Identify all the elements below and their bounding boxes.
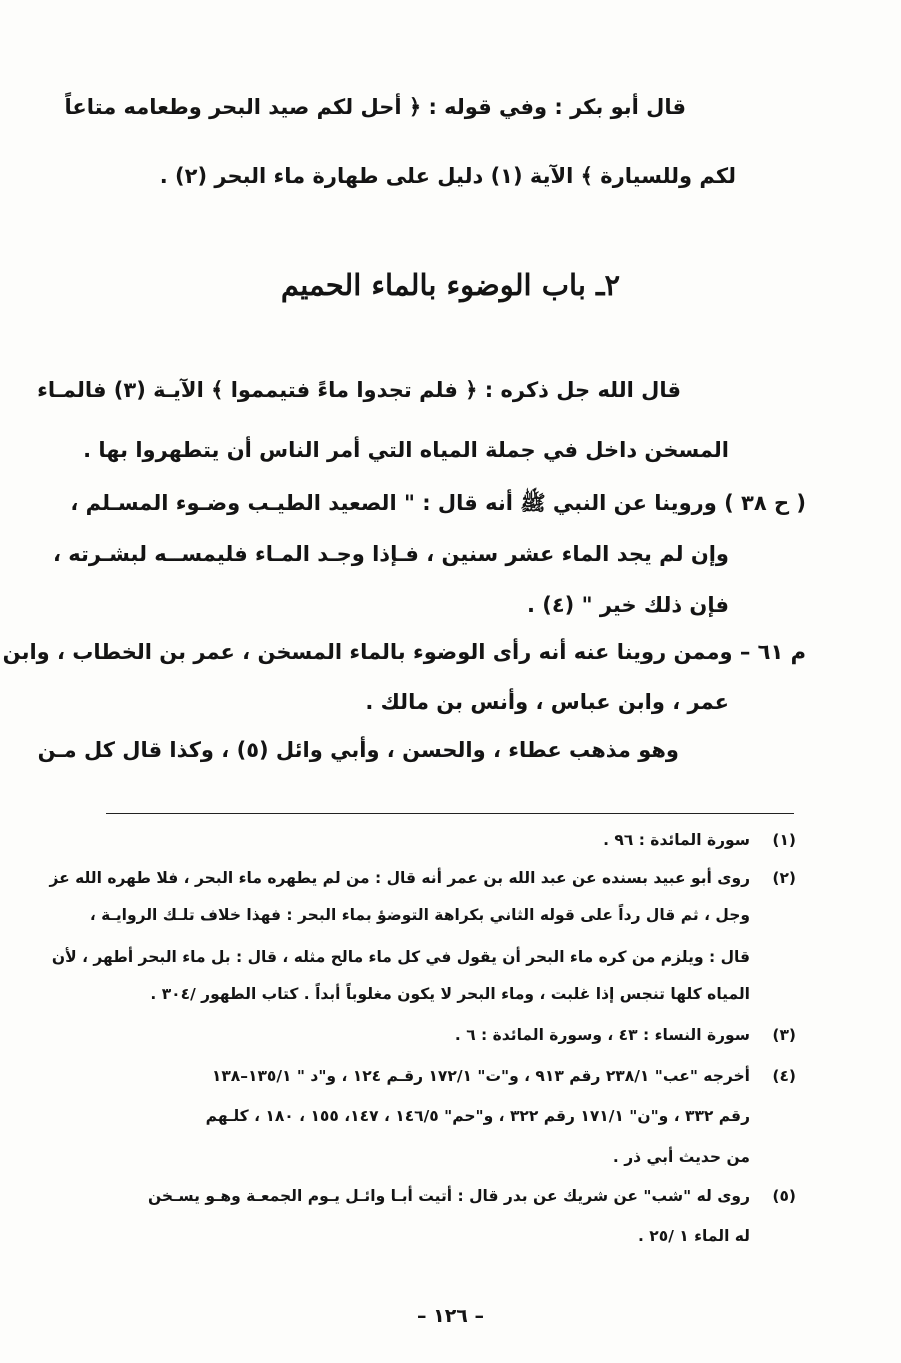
body-hadith-line-3: فإن ذلك خير " (٤) . bbox=[526, 593, 729, 617]
body-p1-line-2: المسخن داخل في جملة المياه التي أمر الناس أن يتطهروا بها . bbox=[83, 438, 729, 462]
footnote-number: (٢) bbox=[772, 869, 796, 887]
footnote-1 bbox=[0, 831, 796, 849]
footnote-text: سورة النساء : ٤٣ ، وسورة المائدة : ٦ . bbox=[454, 1026, 750, 1044]
body-p4-line-1: وهو مذهب عطاء ، والحسن ، وأبي وائل (٥) ، وكذا قال كل مـن bbox=[37, 738, 679, 762]
footnote-2-line-4: المياه كلها تنجس إذا غلبت ، وماء البحر لا يكون مغلوباً أبداً . كتاب الطهور /٣٠٤ . bbox=[150, 985, 750, 1003]
footnote-number: (٣) bbox=[772, 1026, 796, 1044]
footnote-separator bbox=[106, 813, 794, 814]
section-title: ٢ـ باب الوضوء بالماء الحميم bbox=[280, 268, 621, 302]
footnote-number: (٤) bbox=[772, 1067, 796, 1085]
footnote-2-line-3: قال : ويلزم من كره ماء البحر أن يقول في كل ماء مالح مثله ، قال : بل ماء البحر أطهر ، لأن bbox=[51, 948, 750, 966]
footnote-4 bbox=[0, 1067, 796, 1085]
footnote-text: روى أبو عبيد بسنده عن عبد الله بن عمر أنه قال : من لم يطهره ماء البحر ، فلا طهره الله عز bbox=[49, 869, 750, 887]
body-p3-line-1: م ٦١ – وممن روينا عنه أنه رأى الوضوء بالماء المسخن ، عمر بن الخطاب ، وابن bbox=[2, 640, 806, 664]
footnote-4-line-2: رقم ٣٣٢ ، و"ن" ١٧١/١ رقم ٣٢٢ ، و"حم" ١٤٦/٥ ، ١٤٧، ١٥٥ ، ١٨٠ ، كلـهم bbox=[205, 1107, 750, 1125]
footnote-5-line-2: له الماء ١ /٢٥ . bbox=[637, 1227, 750, 1245]
intro-line-1: قال أبو بكر : وفي قوله : ﴿ أحل لكم صيد البحر وطعامه متاعاً bbox=[64, 95, 686, 119]
page-number: – ١٢٦ – bbox=[416, 1305, 485, 1327]
body-hadith-line-2: وإن لم يجد الماء عشر سنين ، فـإذا وجـد المـاء فليمســه لبشـرته ، bbox=[53, 542, 729, 566]
body-p3-line-2: عمر ، وابن عباس ، وأنس بن مالك . bbox=[365, 690, 729, 714]
footnote-number: (١) bbox=[772, 831, 796, 849]
footnote-text: أخرجه "عب" ٢٣٨/١ رقم ٩١٣ ، و"ت" ١٧٢/١ رقـم ١٢٤ ، و"د " ١٣٥/١–١٣٨ bbox=[211, 1067, 750, 1085]
intro-line-2: لكم وللسيارة ﴾ الآية (١) دليل على طهارة ماء البحر (٢) . bbox=[159, 164, 736, 188]
footnote-5 bbox=[0, 1187, 796, 1205]
footnote-text: سورة المائدة : ٩٦ . bbox=[603, 831, 750, 849]
footnote-number: (٥) bbox=[772, 1187, 796, 1205]
footnote-text: روى له "شب" عن شريك عن بدر قال : أتيت أبـا وائـل يـوم الجمعـة وهـو يسـخن bbox=[147, 1187, 750, 1205]
footnote-4-line-3: من حديث أبي ذر . bbox=[612, 1148, 750, 1166]
footnote-2 bbox=[0, 869, 796, 887]
body-p1-line-1: قال الله جل ذكره : ﴿ فلم تجدوا ماءً فتيمموا ﴾ الآيـة (٣) فالمـاء bbox=[37, 378, 681, 402]
footnote-2-line-2: وجل ، ثم قال رداً على قوله الثاني بكراهة التوضؤ بماء البحر : فهذا خلاف تلـك الروايـة ، bbox=[89, 906, 750, 924]
footnote-3 bbox=[0, 1026, 796, 1044]
body-hadith-line-1: ( ح ٣٨ ) وروينا عن النبي ﷺ أنه قال : " الصعيد الطيـب وضـوء المسـلم ، bbox=[70, 491, 806, 515]
